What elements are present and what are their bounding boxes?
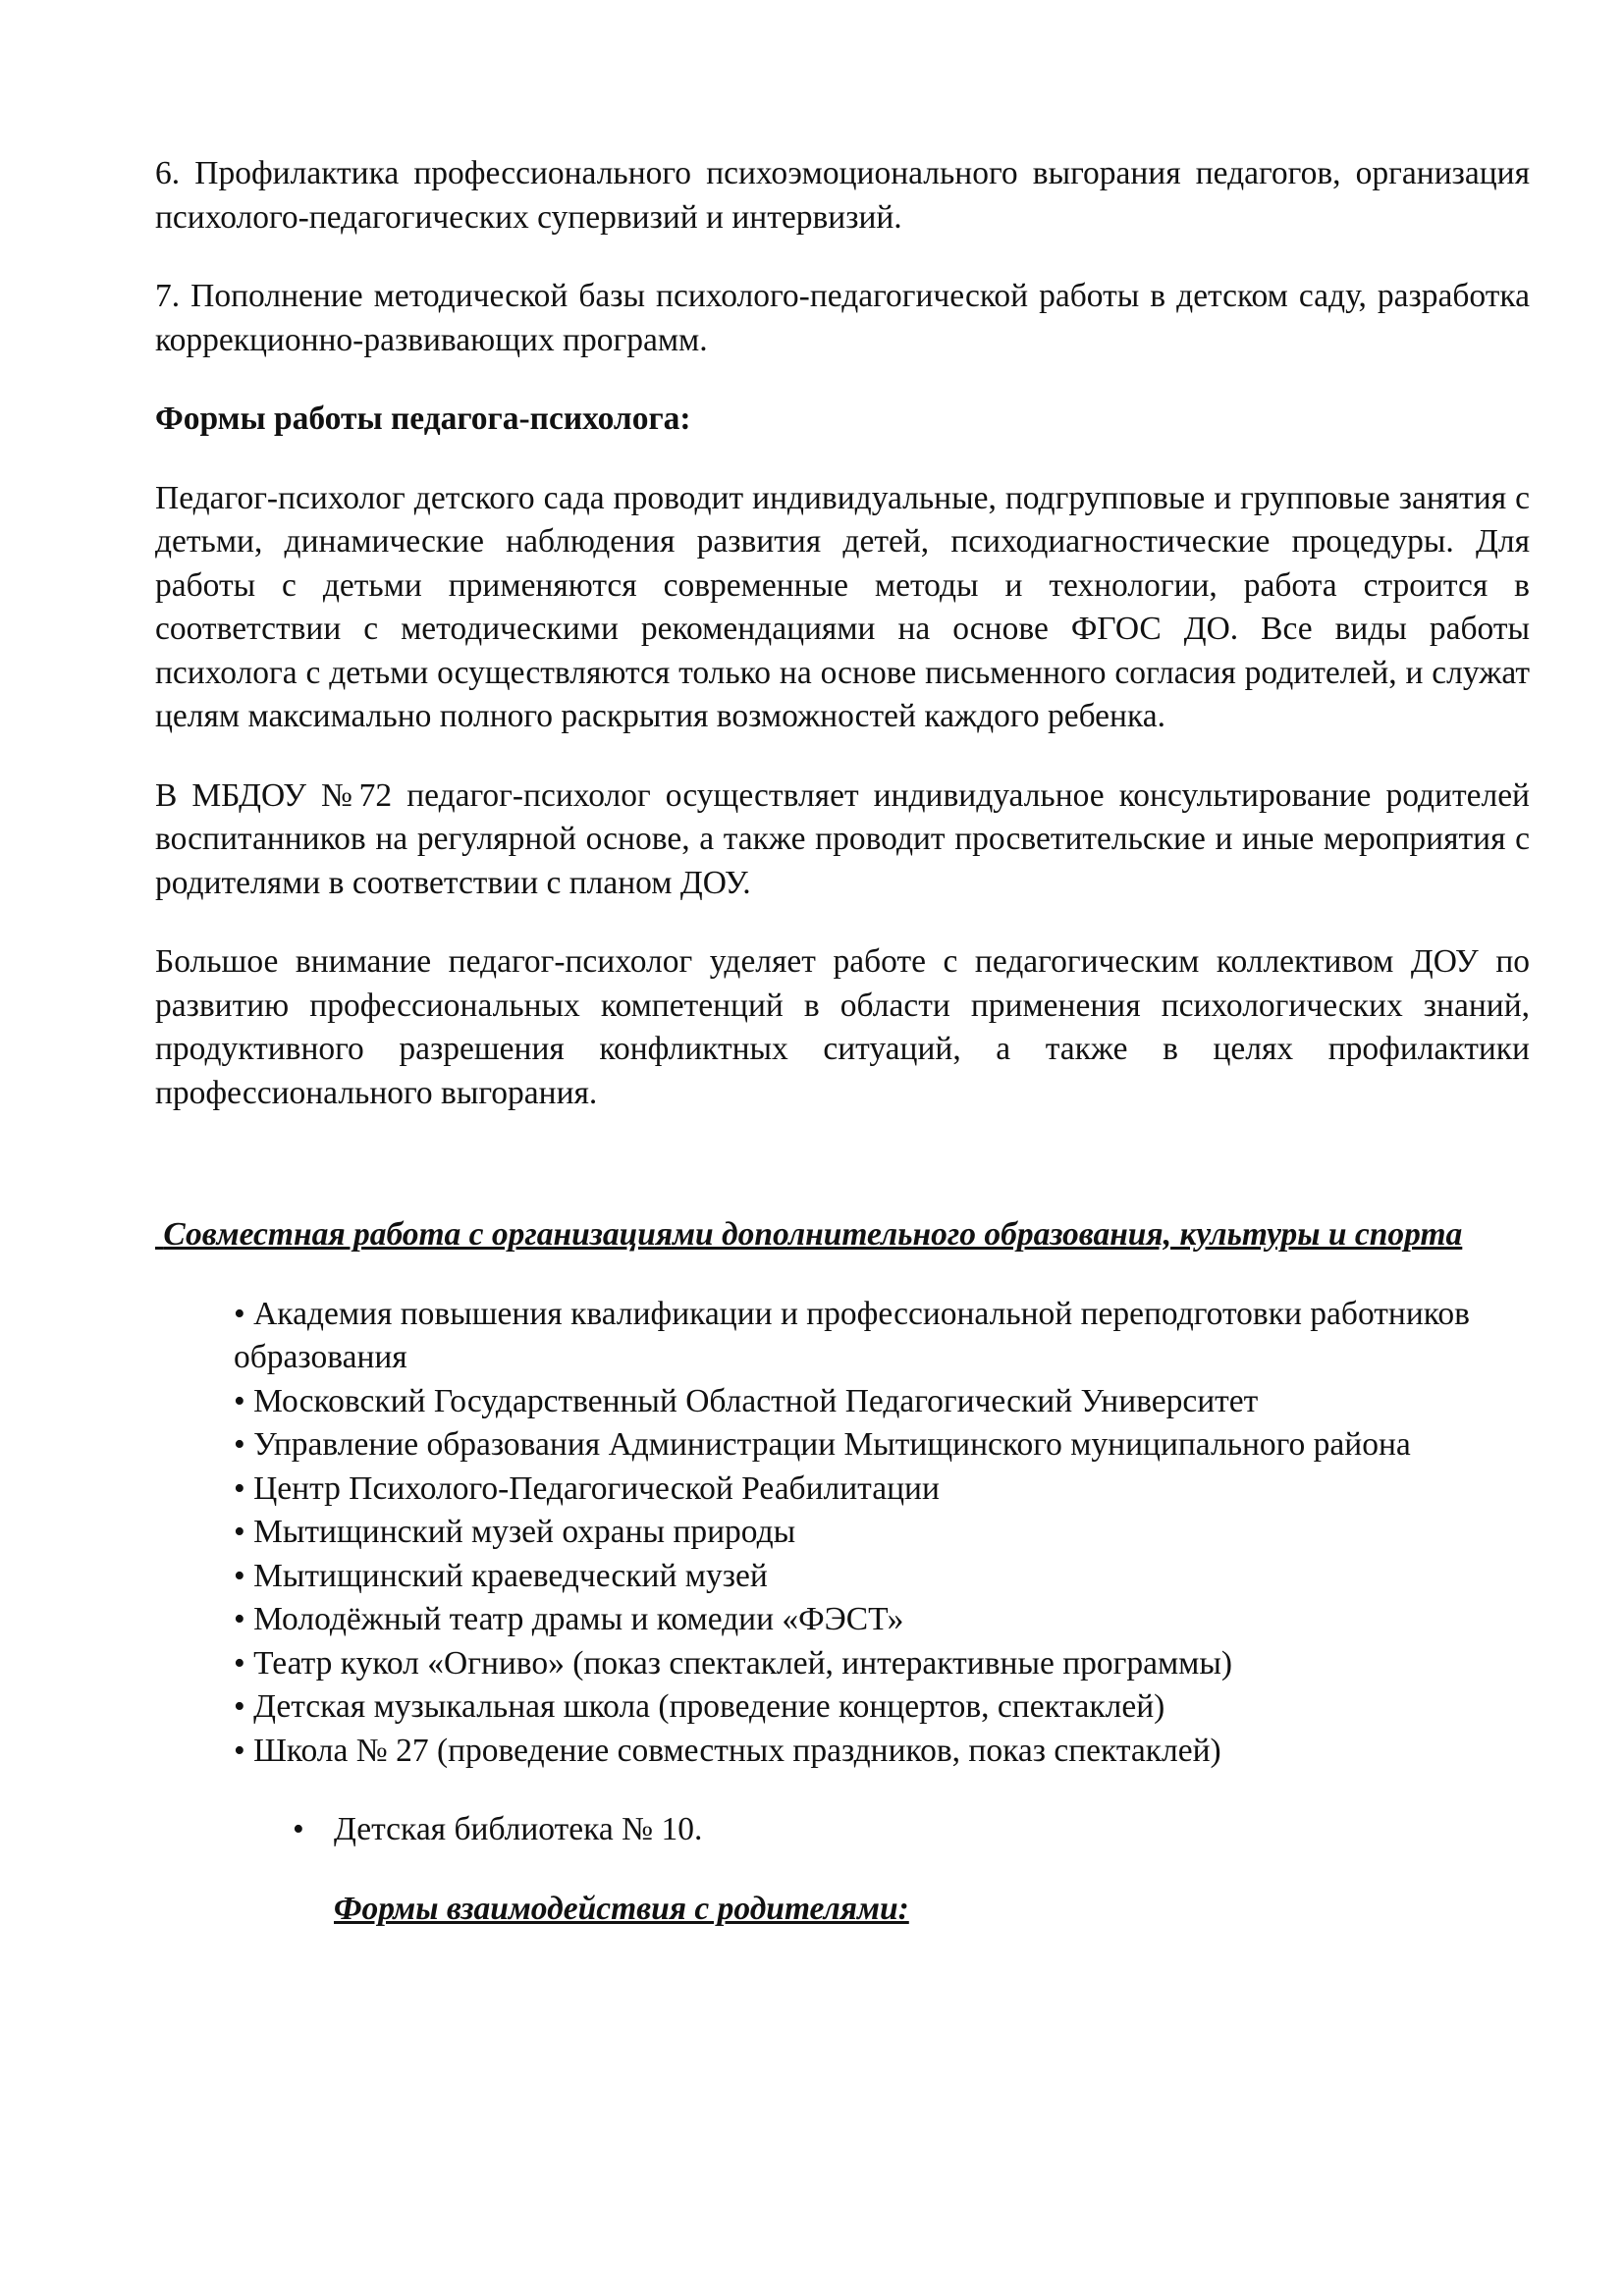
- forms-of-work-heading: Формы работы педагога-психолога:: [155, 400, 691, 437]
- document-page: [155, 152, 1530, 1931]
- list-item: • Центр Психолого-Педагогической Реабилитации: [234, 1469, 940, 1507]
- item-text: Профилактика профессионального психоэмоционального выгорания педагогов, организация психолого-педагогических супервизий и интервизий.: [155, 155, 1531, 236]
- library-item-text: Детская библиотека № 10.: [334, 1811, 703, 1847]
- list-item: • Молодёжный театр драмы и комедии «ФЭСТ»: [234, 1601, 904, 1637]
- list-item: • Мытищинский краеведческий музей: [234, 1557, 768, 1594]
- numbered-item-7: [155, 275, 1530, 362]
- cooperation-heading: Совместная работа с организациями дополнительного образования, культуры и спорта: [163, 1216, 1463, 1253]
- organizations-list: [155, 1293, 1530, 1774]
- list-item: • Московский Государственный Областной Педагогический Университет: [234, 1382, 1259, 1419]
- list-item: [293, 1808, 1530, 1852]
- list-item: • Школа № 27 (проведение совместных праздников, показ спектаклей): [234, 1732, 1221, 1769]
- list-item: • Академия повышения квалификации и профессиональной переподготовки работников образования: [234, 1295, 1470, 1375]
- list-item: • Детская музыкальная школа (проведение концертов, спектаклей): [234, 1688, 1165, 1725]
- paragraph-parent-consulting: В МБДОУ №72 педагог-психолог осуществляет индивидуальное консультирование родителей воспитанников на регулярной основе, а также проводит просветительские и иные мероприятия с родителями в соответствии с планом ДОУ.: [155, 776, 1530, 901]
- list-item: • Управление образования Администрации Мытищинского муниципального района: [234, 1426, 1411, 1463]
- list-item: • Мытищинский музей охраны природы: [234, 1514, 796, 1550]
- item-text: Пополнение методической базы психолого-педагогической работы в детском саду, разработка коррекционно-развивающих программ.: [155, 278, 1530, 358]
- paragraph-staff-work: Большое внимание педагог-психолог уделяет работе с педагогическим коллективом ДОУ по развитию профессиональных компетенций в области применения психологических знаний, продуктивного разрешения конфликтных ситуаций, а также в целях профилактики профессионального выгорания.: [155, 943, 1530, 1111]
- library-list: [155, 1808, 1530, 1852]
- list-item: • Театр кукол «Огниво» (показ спектаклей, интерактивные программы): [234, 1644, 1233, 1682]
- paragraph-forms-of-work: Педагог-психолог детского сада проводит индивидуальные, подгрупповые и групповые занятия с детьми, динамические наблюдения развития детей, психодиагностические процедуры. Для работы с детьми применяются современные методы и технологии, работа строится в соответствии с методическими рекомендациями на основе ФГОС ДО. Все виды работы психолога с детьми осуществляются только на основе письменного согласия родителей, и служат целям максимально полного раскрытия возможностей каждого ребенка.: [155, 479, 1530, 734]
- item-number: 7.: [155, 278, 181, 314]
- bullet-icon: •: [293, 1811, 304, 1847]
- parents-interaction-heading: Формы взаимодействия с родителями:: [334, 1890, 909, 1927]
- numbered-item-6: [155, 152, 1530, 240]
- item-number: 6.: [155, 155, 181, 191]
